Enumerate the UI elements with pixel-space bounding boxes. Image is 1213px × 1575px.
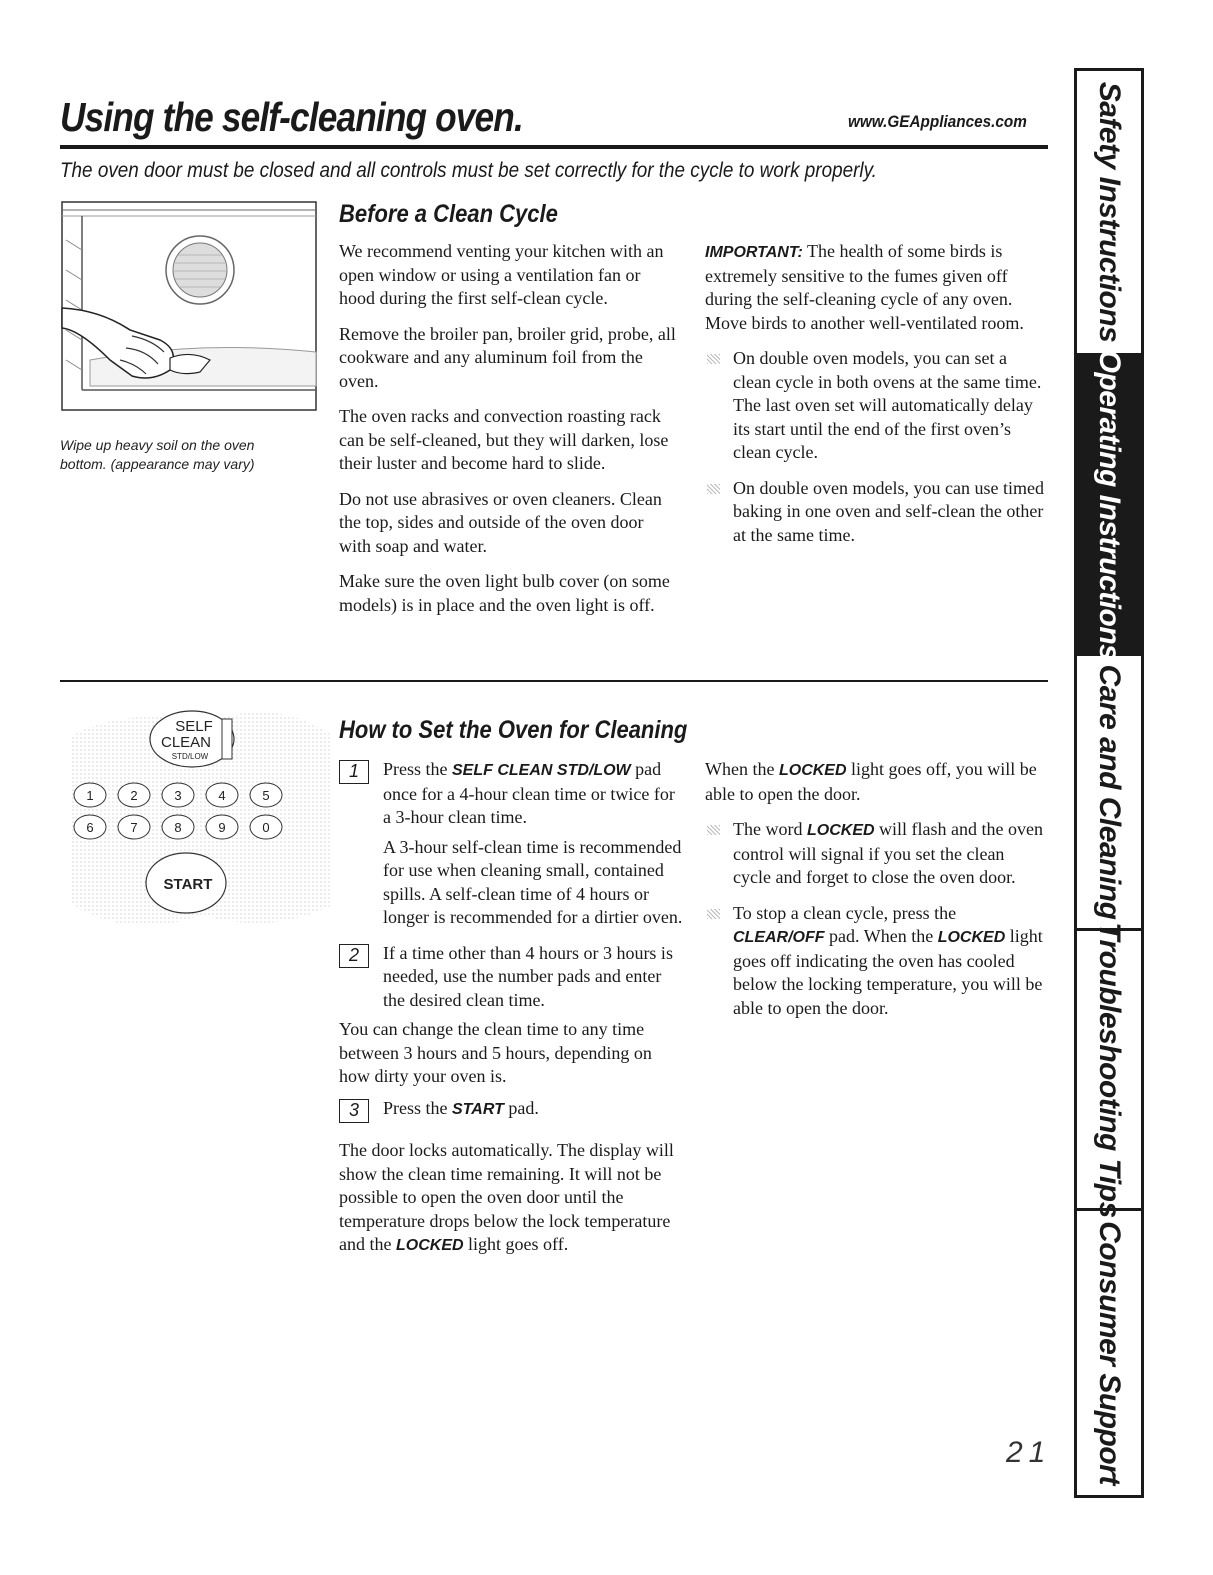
how-to-heading: How to Set the Oven for Cleaning — [339, 716, 688, 744]
step-1-note: A 3-hour self-clean time is recommended for use when cleaning small, contained spills. A self-clean time of 4 hours or longer is recommended for a dirtier oven. — [383, 836, 683, 927]
before-clean-paragraph: Do not use abrasives or oven cleaners. Clean the top, sides and outside of the oven door with soap and water. — [339, 488, 662, 556]
tab-safety-instructions[interactable]: Safety Instructions — [1077, 71, 1141, 356]
step-number: 1 — [339, 760, 369, 784]
before-clean-paragraph: We recommend venting your kitchen with an open window or using a ventilation fan or hood during the first self-clean cycle. — [339, 241, 664, 308]
locked-paragraph: When the LOCKED light goes off, you will be able to open the door. — [705, 759, 1037, 804]
stop-clean-bullet: To stop a clean cycle, press the CLEAR/OFF pad. When the LOCKED light goes off indicating the oven has cooled below the locking temperature, you will be able to open the door. — [705, 902, 1045, 1021]
key-6: 6 — [86, 820, 94, 835]
step-3: 3 Press the START pad. — [339, 1097, 684, 1122]
tab-operating-instructions[interactable]: Operating Instructions — [1077, 356, 1141, 656]
before-clean-paragraph: Remove the broiler pan, broiler grid, probe, all cookware and any aluminum foil from the oven. — [339, 323, 676, 391]
self-clean-key-label: SELF CLEAN STD/LOW — [452, 762, 631, 779]
important-note: IMPORTANT: The health of some birds is extremely sensitive to the fumes given off during the self-cleaning cycle of any oven. Move birds to another well-ventilated room. — [705, 241, 1024, 333]
double-oven-bullet: On double oven models, you can set a clean cycle in both ovens at the same time. The last oven set will automatically delay its start until the end of the first oven’s clean cycle. — [705, 347, 1045, 465]
how-to-steps-column — [339, 758, 684, 1270]
key-4: 4 — [218, 788, 226, 803]
site-url: www.GEAppliances.com — [848, 112, 1027, 131]
before-clean-paragraph: Make sure the oven light bulb cover (on some models) is in place and the oven light is off. — [339, 571, 670, 615]
section-divider — [60, 680, 1048, 682]
self-clean-key-line1: SELF — [175, 718, 213, 735]
key-7: 7 — [130, 820, 138, 835]
key-2: 2 — [130, 788, 138, 803]
keypad-illustration — [72, 705, 332, 935]
tab-troubleshooting-tips[interactable]: Troubleshooting Tips — [1077, 931, 1141, 1211]
section-tabs-sidebar — [1074, 68, 1144, 1498]
oven-cleaning-illustration — [60, 200, 318, 412]
key-9: 9 — [218, 820, 226, 835]
before-clean-heading: Before a Clean Cycle — [339, 200, 558, 228]
key-0: 0 — [262, 820, 270, 835]
key-3: 3 — [174, 788, 182, 803]
self-clean-key-line3: STD/LOW — [171, 752, 209, 761]
double-oven-bullet: On double oven models, you can use timed baking in one oven and self-clean the other at the same time. — [705, 477, 1045, 548]
step-2: 2 If a time other than 4 hours or 3 hours is needed, use the number pads and enter the desired clean time. — [339, 942, 684, 1013]
step-number: 2 — [339, 944, 369, 968]
important-label: IMPORTANT: — [705, 244, 803, 261]
step-number: 3 — [339, 1099, 369, 1123]
start-key-label: START — [452, 1100, 504, 1118]
important-column — [705, 240, 1045, 559]
locked-flash-bullet: The word LOCKED will flash and the oven control will signal if you set the clean cycle and forget to close the oven door. — [705, 818, 1045, 890]
header-rule — [60, 145, 1048, 149]
before-clean-paragraph: The oven racks and convection roasting rack can be self-cleaned, but they will darken, lose their luster and become hard to slide. — [339, 406, 669, 473]
key-8: 8 — [174, 820, 182, 835]
tab-care-and-cleaning[interactable]: Care and Cleaning — [1077, 656, 1141, 931]
locked-info-column — [705, 758, 1045, 1032]
key-1: 1 — [86, 788, 94, 803]
self-clean-key-line2: CLEAN — [160, 734, 212, 751]
page-number: 21 — [1006, 1436, 1052, 1469]
start-key: START — [163, 876, 213, 893]
step-1: 1 Press the SELF CLEAN STD/LOW pad once for a 4-hour clean time or twice for a 3-hour clean time. — [339, 758, 684, 830]
step-2-note: You can change the clean time to any time between 3 hours and 5 hours, depending on how dirty your oven is. — [339, 1019, 652, 1086]
tab-consumer-support[interactable]: Consumer Support — [1093, 1221, 1126, 1485]
after-start-paragraph: The door locks automatically. The display will show the clean time remaining. It will not be possible to open the oven door until the temperature drops below the lock temperature and the LOCKED light goes off. — [339, 1140, 674, 1254]
key-5: 5 — [262, 788, 270, 803]
intro-text: The oven door must be closed and all controls must be set correctly for the cycle to work properly. — [60, 159, 877, 182]
page-title: Using the self-cleaning oven. — [60, 94, 523, 140]
illustration-caption: Wipe up heavy soil on the oven bottom. (appearance may vary) — [60, 437, 255, 472]
before-clean-column — [339, 240, 679, 629]
